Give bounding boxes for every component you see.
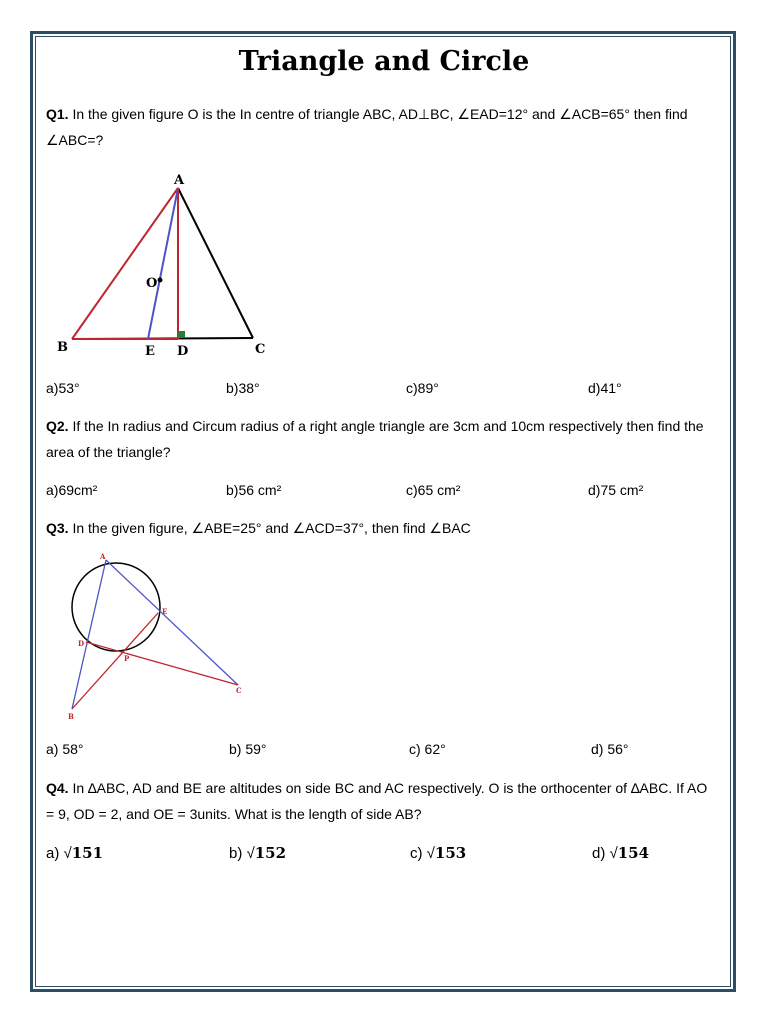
q3-circle-figure (60, 550, 260, 725)
question-1 (46, 101, 716, 153)
q4-option-c-value: 153 (434, 844, 467, 862)
q4-option-b-value: 152 (254, 844, 287, 862)
q3-option-b[interactable]: b) 59° (229, 741, 267, 757)
question-1-number: Q1. (46, 106, 69, 122)
q1-label-a: A (174, 173, 185, 188)
q3-circle (72, 563, 160, 651)
question-4 (46, 775, 716, 827)
question-3-number: Q3. (46, 520, 69, 536)
q3-label-b: B (68, 712, 74, 721)
q1-option-c[interactable]: c)89° (406, 380, 439, 396)
q3-label-d: D (78, 639, 85, 648)
q4-option-b-prefix: b) √ (229, 845, 255, 862)
q2-option-b[interactable]: b)56 cm² (226, 482, 282, 498)
q3-option-c[interactable]: c) 62° (409, 741, 446, 757)
q1-label-o: O (146, 276, 158, 291)
q1-label-c: C (255, 342, 266, 357)
question-1-text: In the given figure O is the In centre of triangle ABC, AD⊥BC, ∠EAD=12° and ∠ACB=65° then find ∠ABC=? (46, 106, 688, 148)
q1-side-ac (178, 188, 253, 338)
question-3-text: In the given figure, ∠ABE=25° and ∠ACD=37°, then find ∠BAC (72, 520, 471, 536)
q3-option-a[interactable]: a) 58° (46, 741, 84, 757)
q4-option-a[interactable] (46, 844, 103, 862)
q4-option-a-value: 151 (71, 844, 104, 862)
q3-label-p: P (124, 654, 130, 663)
q2-option-a[interactable]: a)69cm² (46, 482, 98, 498)
q2-option-d[interactable]: d)75 cm² (588, 482, 644, 498)
q4-option-a-prefix: a) √ (46, 845, 72, 862)
question-4-text: In ∆ABC, AD and BE are altitudes on side BC and AC respectively. O is the orthocenter of ∆ABC. If AO = 9, OD = 2, and OE = 3units. What is the length of side AB? (46, 780, 708, 822)
q1-option-d[interactable]: d)41° (588, 380, 622, 396)
page-title: Triangle and Circle (238, 46, 530, 77)
q4-option-c[interactable] (410, 844, 466, 862)
q1-option-a[interactable]: a)53° (46, 380, 80, 396)
q3-label-e: E (162, 607, 168, 616)
q4-option-b[interactable] (229, 844, 286, 862)
q1-option-b[interactable]: b)38° (226, 380, 260, 396)
q1-triangle-figure (50, 168, 290, 363)
q3-line-be (72, 613, 158, 709)
q1-label-e: E (145, 344, 155, 359)
q1-incentre-point (158, 278, 163, 283)
q3-label-a: A (100, 552, 106, 561)
q4-option-d[interactable] (592, 844, 649, 862)
q4-option-d-prefix: d) √ (592, 845, 618, 862)
question-2-text: If the In radius and Circum radius of a right angle triangle are 3cm and 10cm respectively then find the area of the triangle? (46, 418, 704, 460)
q3-label-c: C (236, 686, 242, 695)
question-4-number: Q4. (46, 780, 69, 796)
question-3 (46, 515, 716, 541)
q4-option-c-prefix: c) √ (410, 845, 435, 862)
q3-option-d[interactable]: d) 56° (591, 741, 629, 757)
q3-line-ab (72, 560, 106, 709)
q1-label-d: D (177, 344, 189, 359)
q1-label-b: B (57, 340, 68, 355)
q4-option-d-value: 154 (617, 844, 650, 862)
question-2 (46, 413, 716, 465)
question-2-number: Q2. (46, 418, 69, 434)
q1-right-angle-mark (178, 331, 185, 338)
q2-option-c[interactable]: c)65 cm² (406, 482, 461, 498)
